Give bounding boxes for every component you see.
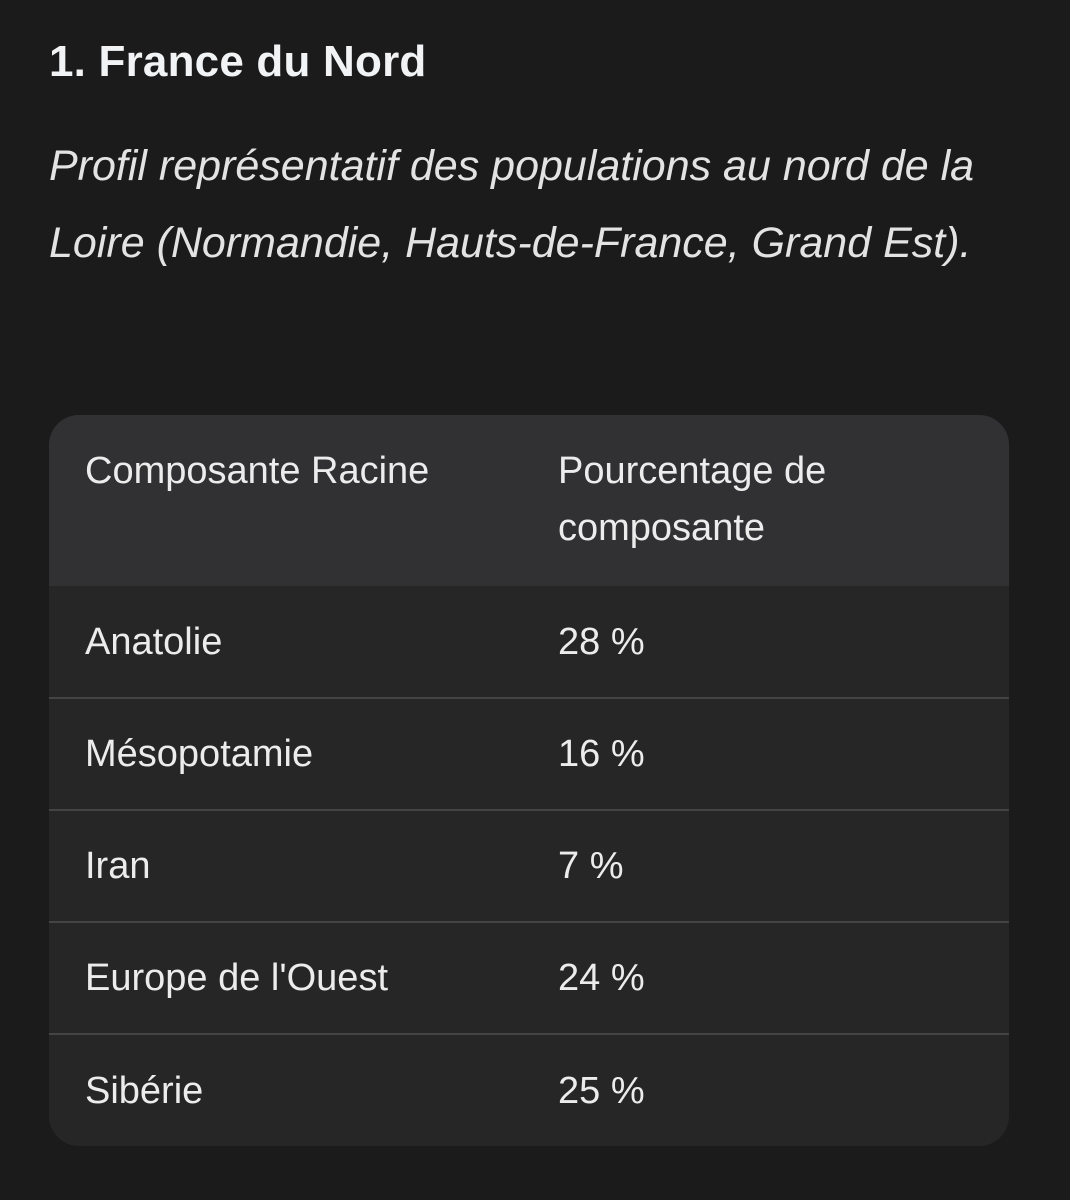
component-name-cell: Mésopotamie <box>85 733 314 775</box>
table-body <box>49 586 1009 1146</box>
table-header <box>49 415 1009 586</box>
table-row <box>49 1034 1009 1146</box>
component-name-cell: Iran <box>85 845 151 887</box>
percentage-cell: 24 % <box>558 957 645 999</box>
column-header-percentage: Pourcentage de composante <box>558 450 827 549</box>
table-row <box>49 586 1009 698</box>
percentage-cell: 28 % <box>558 620 645 663</box>
ancestry-table-container <box>49 415 1009 1146</box>
component-name-cell: Anatolie <box>85 620 223 663</box>
section-heading: 1. France du Nord <box>49 37 427 86</box>
response-content <box>49 0 1009 1112</box>
table-row <box>49 698 1009 810</box>
percentage-cell: 16 % <box>558 733 645 775</box>
table-header-row <box>49 415 1009 586</box>
ancestry-table <box>49 415 1009 1146</box>
component-name-cell: Sibérie <box>85 1069 204 1112</box>
table-row <box>49 922 1009 1034</box>
percentage-cell: 7 % <box>558 845 624 887</box>
percentage-cell: 25 % <box>558 1069 645 1112</box>
column-header-component: Composante Racine <box>85 450 430 492</box>
table-row <box>49 810 1009 922</box>
component-name-cell: Europe de l'Ouest <box>85 957 388 999</box>
section-description: Profil représentatif des populations au nord de la Loire (Normandie, Hauts-de-France, Grand Est). <box>49 142 975 267</box>
